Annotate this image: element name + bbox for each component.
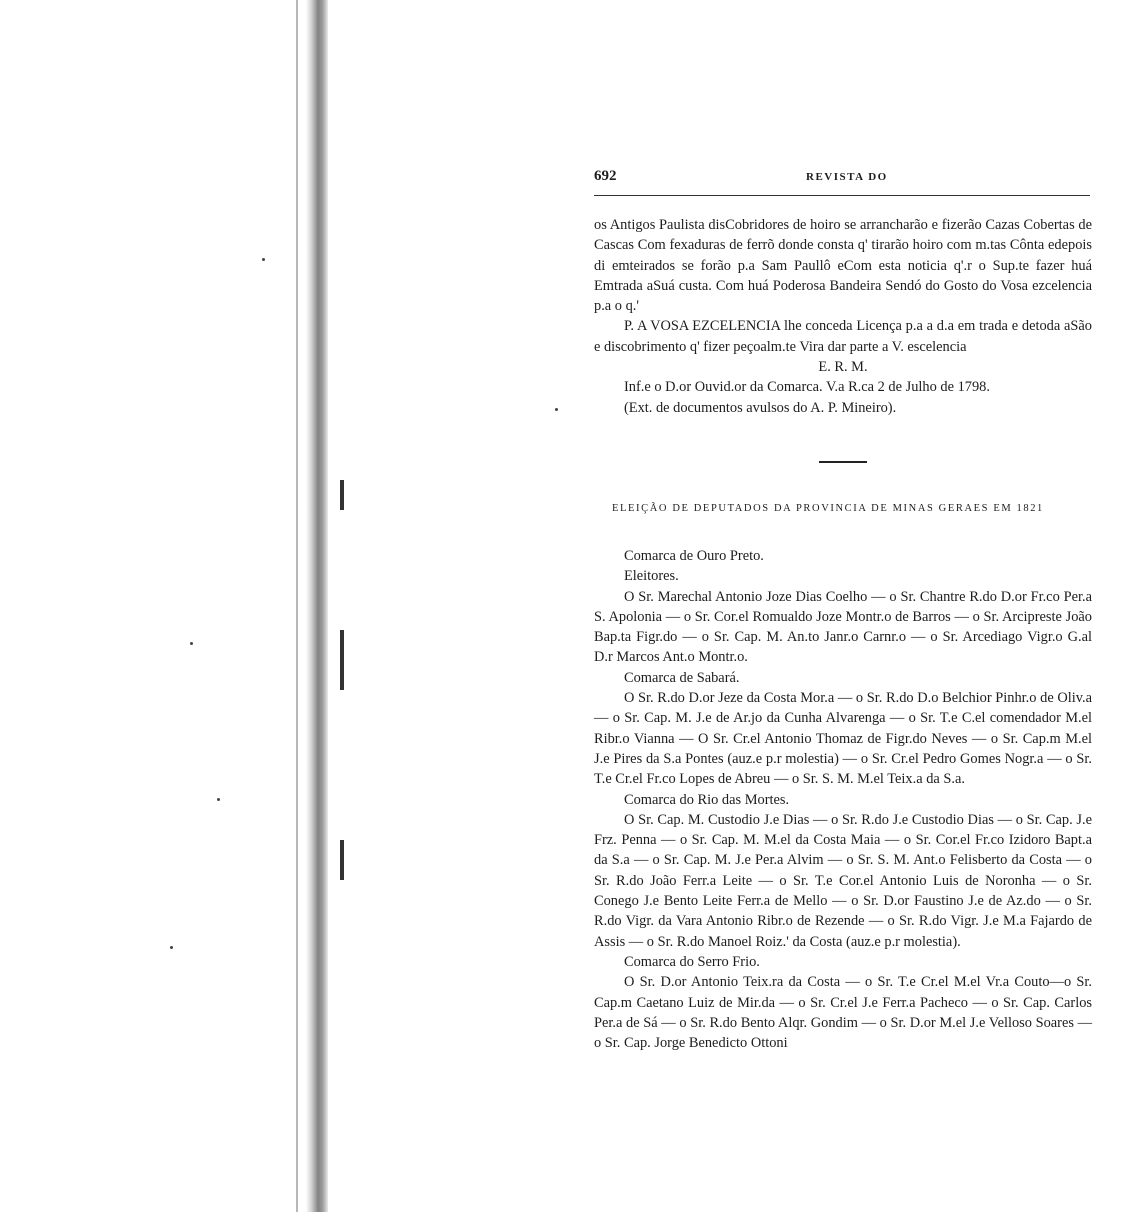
section-title: ELEIÇÃO DE DEPUTADOS DA PROVINCIA DE MINAS GERAES EM 1821 <box>612 503 1044 514</box>
comarca-heading: Comarca de Ouro Preto. <box>624 548 764 564</box>
gutter-mark <box>340 840 344 880</box>
gutter-mark <box>340 480 344 510</box>
petition-source: (Ext. de documentos avulsos do A. P. Mineiro). <box>624 399 897 416</box>
book-gutter <box>306 0 328 1212</box>
electors-list: O Sr. D.or Antonio Teix.ra da Costa — o Sr. T.e Cr.el M.el Vr.a Couto—o Sr. Cap.m Caetano Luiz de Mir.da — o Sr. Cr.el J.e Ferr.a Pacheco — o Sr. Cap. Carlos Per.a de Sá — o Sr. R.do Bento Alqr. Gondim — o Sr. D.or M.el J.e Velloso Soares — o Sr. Cap. Jorge Benedicto Ottoni <box>594 974 1092 1052</box>
petition-block <box>594 215 1092 418</box>
petition-paragraph: P. A VOSA EZCELENCIA lhe conceda Licença p.a a d.a em trada e detoda aSão e discobrimento q' fizer peçoalm.te Vira dar parte a V. escelencia <box>594 318 1092 355</box>
comarca-heading: Comarca de Sabará. <box>624 669 740 686</box>
comarca-heading: Comarca do Rio das Mortes. <box>624 791 790 808</box>
electors-list: O Sr. Cap. M. Custodio J.e Dias — o Sr. R.do J.e Custodio Dias — o Sr. Cap. J.e Frz. Penna — o Sr. Cap. M. M.el da Costa Maia — o Sr. Cor.el Fr.co Izidoro Bapt.a da S.a — o Sr. Cap. M. J.e Per.a Alvim — o Sr. S. M. Ant.o Felisberto da Costa — o Sr. R.do João Ferr.a Leite — o Sr. T.e Cor.el Antonio Luis de Noronha — o Sr. Conego J.e Bento Leite Ferr.a de Mello — o Sr. D.or Faustino J.e de Az.do — o Sr. R.do Vigr. da Vara Antonio Ribr.o de Rezende — o Sr. R.do Vigr. J.e M.a Fajardo de Assis — o Sr. R.do Manoel Roiz.' da Costa (auz.e p.r molestia). <box>594 811 1092 950</box>
page-number: 692 <box>594 168 617 184</box>
petition-paragraph: os Antigos Paulista disCobridores de hoiro se arrancharão e fizerão Cazas Cobertas de Cascas Com fexaduras de ferrõ donde consta q' tirarão hoiro com m.tas Cônta edepois di emteirados se forão p.a Sam Paullô eCom esta noticia q'.r o Sup.te fazer huá Emtrada aSuá custa. Com huá Poderosa Bandeira Sendó do Gosto do Vosa ezcelencia p.a o q.' <box>594 217 1092 315</box>
header-rule <box>594 195 1090 196</box>
electors-heading: Eleitores. <box>624 568 679 585</box>
election-block <box>594 546 1092 1053</box>
page-header <box>594 168 1090 190</box>
book-gutter-shadow <box>296 0 298 1212</box>
comarca-heading: Comarca do Serro Frio. <box>624 953 760 970</box>
scan-speck <box>170 946 173 949</box>
scan-speck <box>262 258 265 261</box>
running-head: REVISTA DO <box>806 171 888 183</box>
gutter-mark <box>340 630 344 690</box>
scan-speck <box>190 642 193 645</box>
electors-list: O Sr. Marechal Antonio Joze Dias Coelho — o Sr. Chantre R.do D.or Fr.co Per.a S. Apolonia — o Sr. Cor.el Romualdo Joze Montr.o de Barros — o Sr. Arcipreste João Bap.ta Figr.do — o Sr. Cap. M. An.to Janr.o Carnr.o — o Sr. Arcediago Vigr.o G.al D.r Marcos Ant.o Montr.o. <box>594 588 1092 666</box>
section-separator <box>819 461 867 463</box>
scan-speck <box>217 798 220 801</box>
petition-dispatch: Inf.e o D.or Ouvid.or da Comarca. V.a R.ca 2 de Julho de 1798. <box>624 379 990 396</box>
petition-closing: E. R. M. <box>818 359 868 376</box>
electors-list: O Sr. R.do D.or Jeze da Costa Mor.a — o Sr. R.do D.o Belchior Pinhr.o de Oliv.a — o Sr. Cap. M. J.e de Ar.jo da Cunha Alvarenga — o Sr. T.e C.el comendador M.el Ribr.o Vianna — O Sr. Cr.el Antonio Thomaz de Figr.do Neves — o Sr. Cap.m M.el J.e Pires da S.a Pontes (auz.e p.r molestia) — o Sr. Cr.el Pedro Gomes Nogr.a — o Sr. T.e Cr.el Fr.co Lopes de Abreu — o Sr. S. M. M.el Teix.a da S.a. <box>594 690 1092 788</box>
scan-speck <box>555 408 558 411</box>
